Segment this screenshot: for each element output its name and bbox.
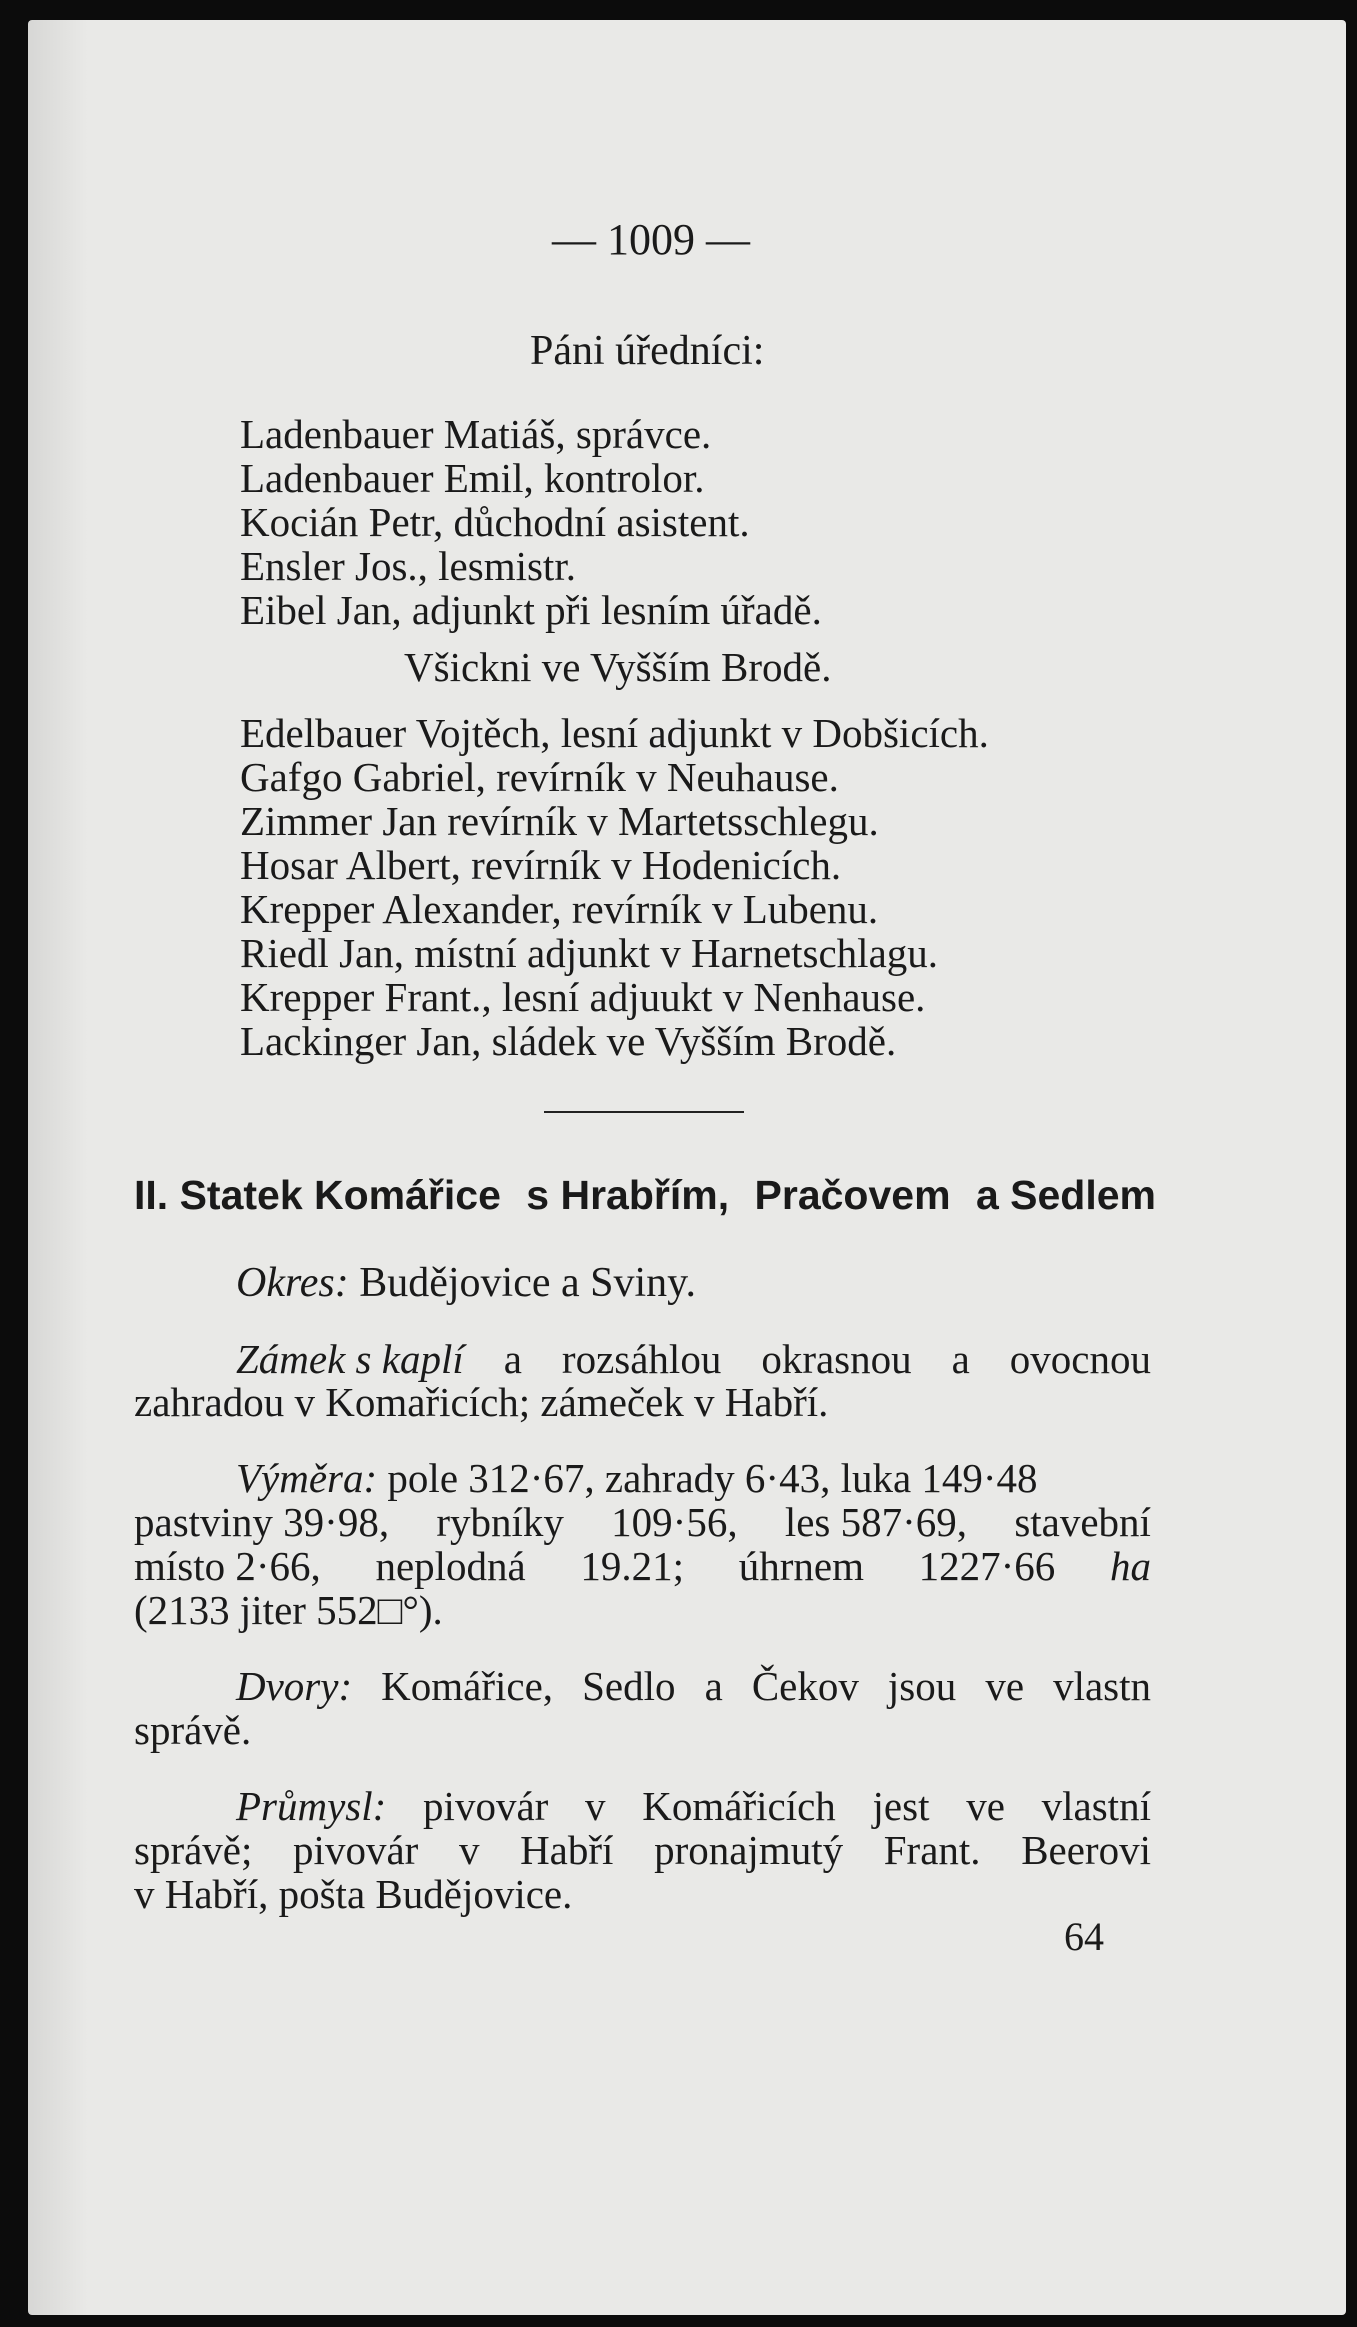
vymera-line-1 <box>236 1455 1038 1501</box>
dvory-label: Dvory: <box>236 1663 353 1709</box>
word: jest <box>872 1783 930 1829</box>
estate-title-part: Pračovem <box>754 1172 951 1218</box>
word: vlastn <box>1053 1663 1151 1709</box>
word: pronajmutý <box>654 1827 844 1873</box>
zamek-label: Zámek s kaplí <box>236 1336 464 1382</box>
word: a <box>951 1336 970 1382</box>
word: a <box>503 1336 522 1382</box>
page-number: — 1009 — <box>552 215 750 264</box>
estate-title <box>134 1172 1156 1218</box>
word: místo 2·66, <box>134 1543 321 1589</box>
vymera-line-4: (2133 jiter 552□°). <box>134 1587 443 1633</box>
vymera-line-2 <box>134 1499 1151 1545</box>
word: pastviny 39·98, <box>134 1499 390 1545</box>
word: a <box>704 1663 723 1709</box>
word: stavební <box>1014 1499 1151 1545</box>
prumysl-line-2 <box>134 1827 1151 1873</box>
word: jsou <box>887 1663 957 1709</box>
word: 1227·66 <box>918 1543 1056 1589</box>
word: pivovár <box>423 1783 549 1829</box>
official-entry: Gafgo Gabriel, revírník v Neuhause. <box>240 754 839 800</box>
prumysl-label: Průmysl: <box>236 1783 387 1829</box>
vymera-line-3 <box>134 1543 1151 1589</box>
word: rybníky <box>436 1499 564 1545</box>
estate-title-part: s Hrabřím, <box>526 1172 730 1218</box>
word: neplodná <box>375 1543 526 1589</box>
official-entry: Lackinger Jan, sládek ve Vyšším Brodě. <box>240 1018 897 1064</box>
official-entry: Krepper Alexander, revírník v Lubenu. <box>240 886 879 932</box>
okres-text: Budějovice a Sviny. <box>359 1260 696 1306</box>
prumysl-line-1 <box>236 1783 1151 1829</box>
word: ve <box>985 1663 1025 1709</box>
signature-mark: 64 <box>1064 1914 1104 1959</box>
dvory-line-2: správě. <box>134 1707 252 1753</box>
official-entry: Krepper Frant., lesní adjuukt v Nenhause. <box>240 974 926 1020</box>
official-entry: Ladenbauer Emil, kontrolor. <box>240 455 705 501</box>
vymera-text: pole 312·67, zahrady 6·43, luka 149·48 <box>387 1455 1038 1501</box>
zamek-line-2: zahradou v Komařicích; zámeček v Habří. <box>134 1379 829 1425</box>
word: Komářicích <box>642 1783 836 1829</box>
vymera-label: Výměra: <box>236 1455 378 1501</box>
official-entry: Eibel Jan, adjunkt při lesním úřadě. <box>240 587 822 633</box>
word: pivovár <box>293 1827 419 1873</box>
officials-heading: Páni úředníci: <box>530 328 765 374</box>
word: ovocnou <box>1009 1336 1151 1382</box>
word: Habří <box>520 1827 614 1873</box>
all-in-location: Všickni ve Vyšším Brodě. <box>404 644 832 690</box>
word: rozsáhlou <box>561 1336 722 1382</box>
word: Frant. <box>883 1827 981 1873</box>
word: Sedlo <box>582 1663 676 1709</box>
word: okrasnou <box>761 1336 912 1382</box>
official-entry: Edelbauer Vojtěch, lesní adjunkt v Dobšicích. <box>240 710 989 756</box>
unit-ha: ha <box>1109 1543 1151 1589</box>
word: les 587·69, <box>784 1499 968 1545</box>
word: 19.21; <box>580 1543 685 1589</box>
word: v <box>585 1783 606 1829</box>
word: Čekov <box>751 1663 859 1709</box>
official-entry: Ladenbauer Matiáš, správce. <box>240 411 712 457</box>
official-entry: Zimmer Jan revírník v Martetsschlegu. <box>240 798 879 844</box>
word: úhrnem <box>738 1543 864 1589</box>
word: vlastní <box>1041 1783 1151 1829</box>
section-divider <box>544 1111 744 1113</box>
word: Komářice, <box>381 1663 554 1709</box>
official-entry: Ensler Jos., lesmistr. <box>240 543 576 589</box>
zamek-line-1 <box>236 1336 1151 1382</box>
official-entry: Hosar Albert, revírník v Hodenicích. <box>240 842 842 888</box>
word: v <box>458 1827 480 1873</box>
word: ve <box>966 1783 1005 1829</box>
prumysl-line-3: v Habří, pošta Budějovice. <box>134 1871 573 1917</box>
okres-line <box>236 1262 696 1304</box>
word: Beerovi <box>1021 1827 1151 1873</box>
okres-label: Okres: <box>236 1260 349 1306</box>
official-entry: Riedl Jan, místní adjunkt v Harnetschlagu. <box>240 930 939 976</box>
page-edge-shade <box>28 20 88 2315</box>
word: 109·56, <box>611 1499 738 1545</box>
word: správě; <box>134 1827 253 1873</box>
estate-title-part: II. Statek Komářice <box>134 1172 501 1218</box>
dvory-line-1 <box>236 1663 1151 1709</box>
official-entry: Kocián Petr, důchodní asistent. <box>240 499 750 545</box>
estate-title-part: a Sedlem <box>975 1172 1156 1218</box>
